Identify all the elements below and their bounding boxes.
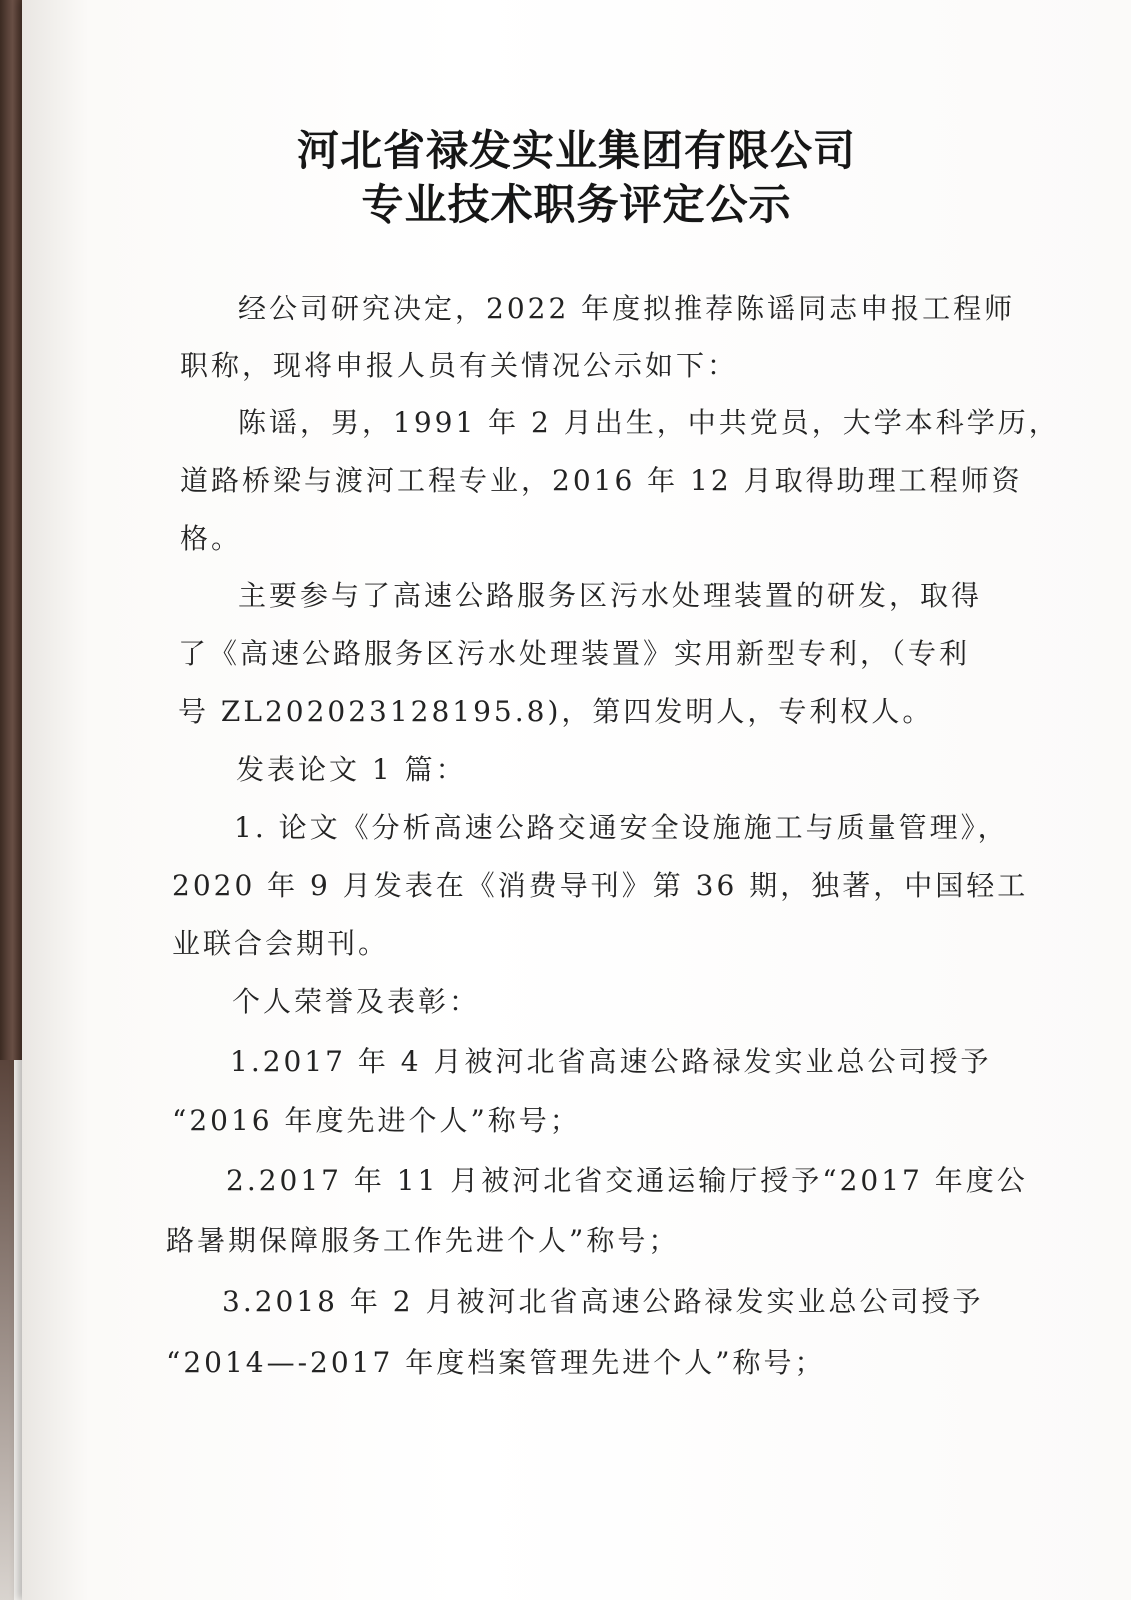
paragraph-line: 陈谣，男，1991 年 2 月出生，中共党员，大学本科学历， [238, 406, 1060, 439]
paragraph-line: “2014—-2017 年度档案管理先进个人”称号； [166, 1346, 826, 1379]
paragraph-line: “2016 年度先进个人”称号； [172, 1104, 581, 1137]
paragraph-line: 2.2017 年 11 月被河北省交通运输厅授予“2017 年度公 [226, 1164, 1028, 1197]
paragraph-line: 业联合会期刊。 [172, 927, 390, 960]
paragraph-line: 格。 [180, 522, 243, 555]
paragraph-line: 号 ZL202023128195.8)，第四发明人，专利权人。 [178, 695, 934, 728]
paragraph-line: 主要参与了高速公路服务区污水处理装置的研发，取得 [238, 579, 983, 612]
background-shadow [0, 1060, 14, 1600]
paragraph-line: 路暑期保障服务工作先进个人”称号； [166, 1224, 680, 1257]
document-subtitle: 专业技术职务评定公示 [361, 180, 792, 229]
paragraph-line: 个人荣誉及表彰： [232, 985, 481, 1018]
paragraph-line: 经公司研究决定，2022 年度拟推荐陈谣同志申报工程师 [238, 292, 1016, 325]
paragraph-line: 了《高速公路服务区污水处理装置》实用新型专利，（专利 [178, 637, 971, 670]
paragraph-line: 道路桥梁与渡河工程专业，2016 年 12 月取得助理工程师资 [180, 464, 1023, 497]
paragraph-line: 2020 年 9 月发表在《消费导刊》第 36 期，独著，中国轻工 [172, 869, 1029, 902]
paragraph-line: 职称，现将申报人员有关情况公示如下： [180, 349, 739, 382]
paragraph-line: 1.2017 年 4 月被河北省高速公路禄发实业总公司授予 [230, 1045, 992, 1078]
paragraph-line: 3.2018 年 2 月被河北省高速公路禄发实业总公司授予 [222, 1285, 984, 1318]
paragraph-line: 发表论文 1 篇： [236, 753, 467, 786]
paragraph-line: 1. 论文《分析高速公路交通安全设施施工与质量管理》， [234, 811, 1009, 844]
document-title: 河北省禄发实业集团有限公司 [296, 126, 856, 175]
